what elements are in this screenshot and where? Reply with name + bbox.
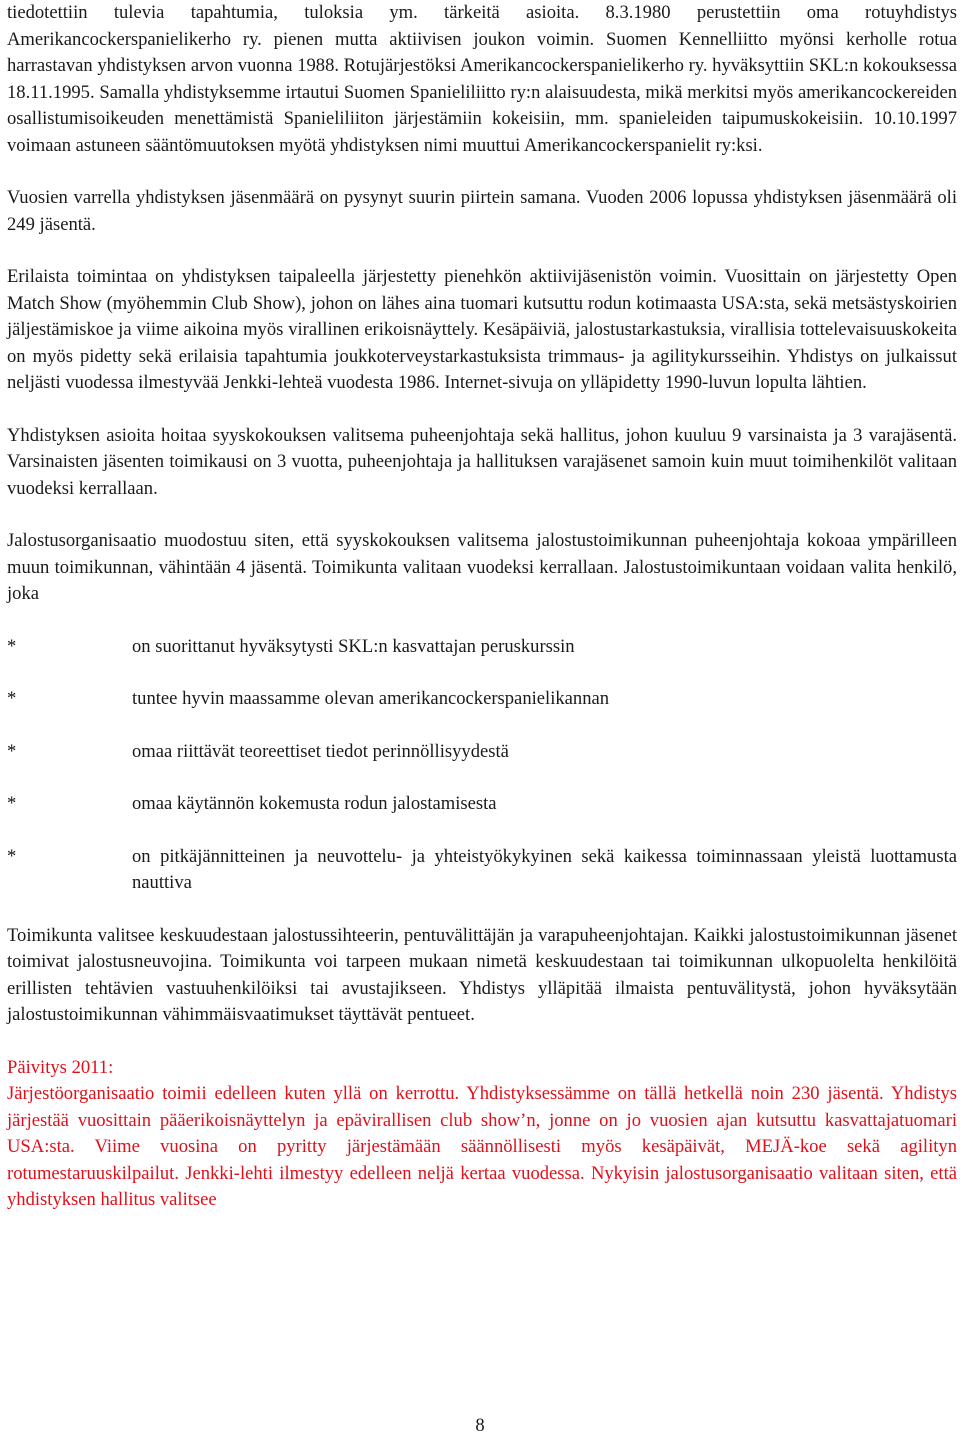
page-number: 8 <box>475 1415 485 1436</box>
bullet-marker: * <box>7 740 17 762</box>
list-item-text: on pitkäjännitteinen ja neuvottelu- ja yhteistyökykyinen sekä kaikessa toiminnassaan yleistä luottamusta nauttiva <box>132 845 957 893</box>
update-heading: Päivitys 2011: <box>7 1056 114 1078</box>
document-page <box>7 0 957 1214</box>
bullet-marker: * <box>7 635 17 657</box>
bullet-marker: * <box>7 688 17 709</box>
list-item <box>7 634 957 661</box>
list-item-text: omaa riittävät teoreettiset tiedot perinnöllisyydestä <box>132 740 509 762</box>
update-text: Järjestöorganisaatio toimii edelleen kuten yllä on kerrottu. Yhdistyksessämme on tällä hetkellä noin 230 jäsentä. Yhdistys järjestää vuosittain pääerikoisnäyttelyn ja epävirallisen club show’n, jonne on jo vuosien ajan kutsuttu kasvattajatuomari USA:sta. Viime vuosina on pyritty järjestämään säännöllisesti myös kesäpäivät, MEJÄ-koe sekä agilityn rotumestaruuskilpailut. Jenkki-lehti ilmestyy edelleen neljä kertaa vuodessa. Nykyisin jalostusorganisaatio valitaan siten, että yhdistyksen hallitus valitsee <box>7 1083 957 1210</box>
list-item <box>7 686 957 713</box>
bullet-marker: * <box>7 793 17 814</box>
paragraph-committee: Toimikunta valitsee keskuudestaan jalostussihteerin, pentuvälittäjän ja varapuheenjohtajan. Kaikki jalostustoimikunnan jäsenet toimivat jalostusneuvojina. Toimikunta voi tarpeen mukaan nimetä keskuudestaan tai toimikunnan ulkopuolelta henkilöitä erillisten tehtävien vastuuhenkilöiksi tai avustajikseen. Yhdistys ylläpitää ilmaista pentuvälitystä, johon hyväksytään jalostustoimikunnan vähimmäisvaatimukset täyttävät pentueet. <box>7 924 957 1025</box>
list-item-text: omaa käytännön kokemusta rodun jalostamisesta <box>132 793 497 814</box>
list-item-text: tuntee hyvin maassamme olevan amerikancockerspanielikannan <box>132 688 610 709</box>
paragraph-membership: Vuosien varrella yhdistyksen jäsenmäärä on pysynyt suurin piirtein samana. Vuoden 2006 lopussa yhdistyksen jäsenmäärä oli 249 jäsentä. <box>7 187 957 235</box>
paragraph-breeding-organization: Jalostusorganisaatio muodostuu siten, että syyskokouksen valitsema jalostustoimikunnan puheenjohtaja kokoaa ympärilleen muun toimikunnan, vähintään 4 jäsentä. Toimikunta valitaan vuodeksi kerrallaan. Jalostustoimikuntaan voidaan valita henkilö, joka <box>7 530 957 604</box>
paragraph-board: Yhdistyksen asioita hoitaa syyskokouksen valitsema puheenjohtaja sekä hallitus, johon kuuluu 9 varsinaista ja 3 varajäsentä. Varsinaisten jäsenten toimikausi on 3 vuotta, puheenjohtaja ja hallituksen varajäsenet samoin kuin muut toimihenkilöt valitaan vuodeksi kerrallaan. <box>7 424 957 499</box>
list-item <box>7 791 957 818</box>
update-section <box>7 1055 957 1214</box>
bullet-marker: * <box>7 845 17 867</box>
paragraph-activities: Erilaista toimintaa on yhdistyksen taipaleella järjestetty pienehkön aktiivijäsenistön voimin. Vuosittain on järjestetty Open Match Show (myöhemmin Club Show), johon on lähes aina tuomari kutsuttu rodun kotimaasta USA:sta, sekä metsästyskoirien jäljestämiskoe ja viime aikoina myös virallinen erikoisnäyttely. Kesäpäiviä, jalostustarkastuksia, virallisia tottelevaisuuskokeita on myös pidetty sekä erilaisia tapahtumia joukkoterveystarkastuksista trimmaus- ja agilitykursseihin. Yhdistys on julkaissut neljästi vuodessa ilmestyvää Jenkki-lehteä vuodesta 1986. Internet-sivuja on ylläpidetty 1990-luvun lopulta lähtien. <box>7 266 957 393</box>
list-item <box>7 739 957 766</box>
list-item-text: on suorittanut hyväksytysti SKL:n kasvattajan peruskurssin <box>132 635 575 657</box>
list-item <box>7 844 957 897</box>
paragraph-history: tiedotettiin tulevia tapahtumia, tuloksia ym. tärkeitä asioita. 8.3.1980 perustettiin oma rotuyhdistys Amerikancockerspanielikerho ry. pienen mutta aktiivisen joukon voimin. Suomen Kennelliitto myönsi kerholle rotua harrastavan yhdistyksen arvon vuonna 1988. Rotujärjestöksi Amerikancockerspanielikerho ry. hyväksyttiin SKL:n kokouksessa 18.11.1995. Samalla yhdistyksemme irtautui Suomen Spanieliliitto ry:n alaisuudesta, mikä merkitsi myös amerikancockereiden osallistumisoikeuden menettämistä Spanieliliiton järjestämiin kokeisiin, mm. spanieleiden taipumuskokeisiin. 10.10.1997 voimaan astuneen sääntömuutoksen myötä yhdistyksen nimi muuttui Amerikancockerspanielit ry:ksi. <box>7 2 957 156</box>
